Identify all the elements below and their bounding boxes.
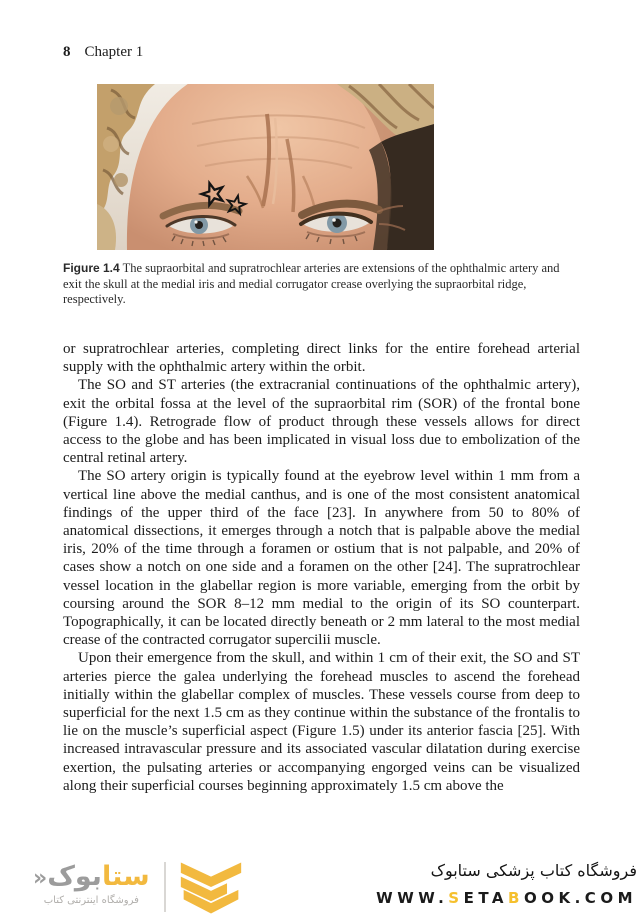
setabook-chevron-icon bbox=[178, 860, 244, 916]
figure-photo bbox=[97, 84, 434, 250]
setabook-logo bbox=[33, 860, 244, 916]
chapter-title: Chapter 1 bbox=[84, 44, 144, 60]
wordmark-gold-part: ستا bbox=[101, 861, 150, 892]
page-number: 8 bbox=[63, 44, 71, 60]
url-accent-letter: B bbox=[508, 889, 524, 907]
site-url bbox=[376, 886, 637, 910]
figure-caption bbox=[63, 261, 570, 308]
setabook-wordmark bbox=[33, 862, 150, 906]
url-letters: WWW. bbox=[376, 889, 449, 907]
paragraph: The SO artery origin is typically found at the eyebrow level within 1 mm from a vertical line above the medial canthus, and is one of the most consistent anatomical findings of the upper third of the face [23]. In anywhere from 50 to 80% of anatomical dissections, it emerges through a notch that is palpable above the medial iris, 20% of the time through a foramen or ostium that is not palpable, and 20% of cases show a notch on one side and a foramen on the other [24]. The supratrochlear vessel location in the glabellar region is more variable, emerging from the orbit by coursing around the SOR 8–12 mm medial to the origin of its SO counterpart. Topographically, it can be located directly beneath or 2 mm lateral to the most medial crease of the contracted corrugator supercilii muscle. bbox=[63, 468, 580, 649]
paragraph: Upon their emergence from the skull, and within 1 cm of their exit, the SO and ST arteries pierce the galea underlying the forehead muscles to ascend the forehead initially within the glabellar complex of muscles. These vessels course from deep to superficial for the next 1.5 cm as they continue within the substance of the frontalis to lie on the muscle’s superficial aspect (Figure 1.5) under its anterior fascia [25]. With increased intravascular pressure and its associated vascular dilatation during exercise exertion, the pulsating arteries or accompanying engorged veins can be visualized along their superficial courses beginning approximately 1.5 cm above the bbox=[63, 650, 580, 794]
wordmark-gray-part: بوک bbox=[47, 861, 102, 892]
store-name: فروشگاه کتاب پزشکی ستابوک bbox=[430, 861, 637, 880]
paragraph: The SO and ST arteries (the extracranial continuations of the ophthalmic artery), exit the orbital fossa at the level of the supraorbital rim (SOR) of the frontal bone (Figure 1.4). Retrograde flow of product through these vessels allows for direct access to the globe and has been implicated in visual loss due to embolization of the central retinal artery. bbox=[63, 377, 580, 467]
guillemet-icon: « bbox=[33, 866, 48, 891]
figure-label: Figure 1.4 bbox=[63, 261, 120, 275]
body-text bbox=[63, 340, 580, 795]
url-letters: OOK.COM bbox=[523, 889, 637, 907]
figure-caption-text: The supraorbital and supratrochlear arteries are extensions of the ophthalmic artery and exit the skull at the medial iris and medial corrugator crease overlying the supraorbital ridge, respectively. bbox=[63, 261, 560, 306]
logo-divider bbox=[164, 862, 166, 912]
forehead-photo-illustration bbox=[97, 84, 434, 250]
footer-right bbox=[376, 858, 637, 910]
page-header bbox=[63, 44, 143, 61]
logo-tagline: فروشگاه اینترنتی کتاب bbox=[43, 895, 139, 906]
paragraph: or supratrochlear arteries, completing direct links for the entire forehead arterial supply with the ophthalmic artery within the orbit. bbox=[63, 341, 580, 376]
url-accent-letter: S bbox=[448, 889, 464, 907]
site-footer bbox=[0, 856, 643, 922]
url-letters: ETA bbox=[463, 889, 509, 907]
